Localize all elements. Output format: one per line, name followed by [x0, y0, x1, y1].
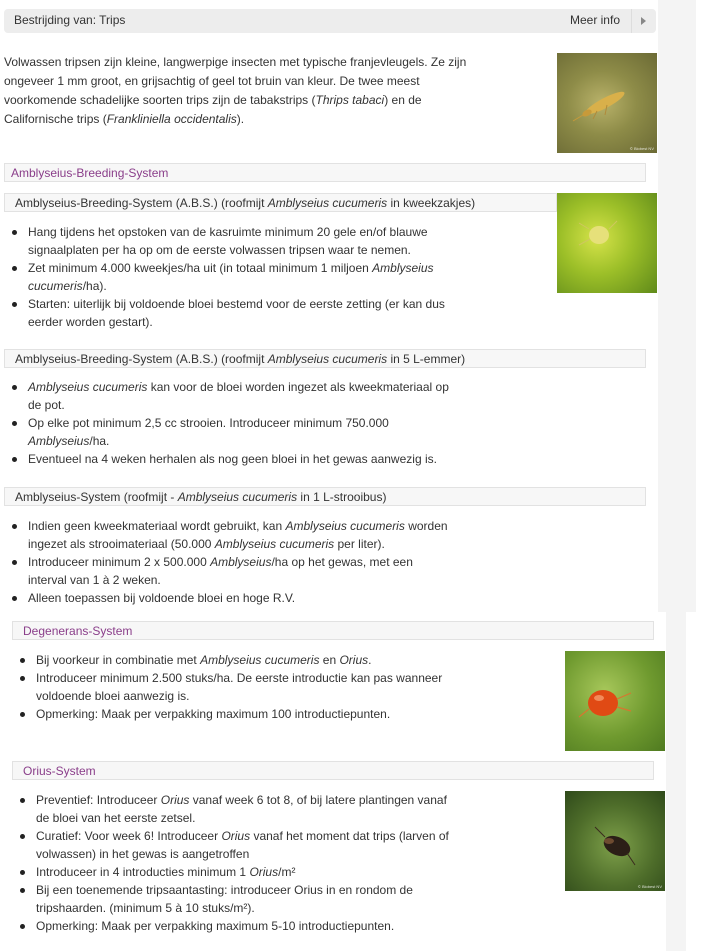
list-orius: [12, 791, 462, 935]
right-gutter-lower: [666, 612, 686, 951]
list-item: Curatief: Voor week 6! Introduceer Orius vanaf het moment dat trips (larven of volwassen) in het gewas is aangetroffen: [12, 827, 462, 863]
list-abs-kweekzakjes: [4, 223, 464, 331]
list-amblyseius-strooibus: [4, 517, 452, 607]
more-info-button[interactable]: [631, 9, 656, 33]
red-mite-photo: [565, 651, 665, 751]
section-amblyseius-breeding-system[interactable]: Amblyseius-Breeding-System: [4, 163, 646, 182]
orius-bug-icon: [565, 791, 665, 891]
orius-photo: © Biobest NV: [565, 791, 665, 891]
list-item: Bij een toenemende tripsaantasting: introduceer Orius in en rondom de tripshaarden. (minimum 5 à 10 stuks/m²).: [12, 881, 462, 917]
section-orius-system[interactable]: Orius-System: [12, 761, 654, 780]
chevron-right-icon: [641, 17, 646, 25]
subsection-abs-kweekzakjes: Amblyseius-Breeding-System (A.B.S.) (roofmijt Amblyseius cucumeris in kweekzakjes): [4, 193, 557, 212]
subsection-abs-emmer: Amblyseius-Breeding-System (A.B.S.) (roofmijt Amblyseius cucumeris in 5 L-emmer): [4, 349, 646, 368]
intro-text: Volwassen tripsen zijn kleine, langwerpige insecten met typische franjevleugels. Ze zijn ongeveer 1 mm groot, en grijsachtig of geel tot bruin van kleur. De twee meest voorkomende schadelijke soorten trips zijn de tabakstrips (Thrips tabaci) en de Californische trips (Frankliniella occidentalis).: [4, 55, 467, 126]
thrips-photo: © Biobest NV: [557, 53, 657, 153]
list-item: Bij voorkeur in combinatie met Amblyseius cucumeris en Orius.: [12, 651, 462, 669]
list-item: Op elke pot minimum 2,5 cc strooien. Introduceer minimum 750.000 Amblyseius/ha.: [4, 414, 454, 450]
right-gutter: [658, 0, 696, 612]
list-item: Amblyseius cucumeris kan voor de bloei worden ingezet als kweekmateriaal op de pot.: [4, 378, 454, 414]
list-degenerans: [12, 651, 462, 723]
list-abs-emmer: [4, 378, 454, 468]
pest-header-bar: [4, 9, 656, 33]
list-item: Introduceer minimum 2.500 stuks/ha. De eerste introductie kan pas wanneer voldoende bloei aanwezig is.: [12, 669, 462, 705]
more-info-link[interactable]: Meer info: [569, 13, 620, 27]
section-degenerans-system[interactable]: Degenerans-System: [12, 621, 654, 640]
list-item: Opmerking: Maak per verpakking maximum 100 introductiepunten.: [12, 705, 462, 723]
list-item: Introduceer minimum 2 x 500.000 Amblyseius/ha op het gewas, met een interval van 1 à 2 weken.: [4, 553, 452, 589]
thrips-icon: [557, 53, 657, 153]
list-item: Alleen toepassen bij voldoende bloei en hoge R.V.: [4, 589, 452, 607]
list-item: Starten: uiterlijk bij voldoende bloei bestemd voor de eerste zetting (er kan dus eerder worden gestart).: [4, 295, 464, 331]
list-item: Eventueel na 4 weken herhalen als nog geen bloei in het gewas aanwezig is.: [4, 450, 454, 468]
subsection-amblyseius-strooibus: Amblyseius-System (roofmijt - Amblyseius cucumeris in 1 L-strooibus): [4, 487, 646, 506]
mite-icon: [557, 193, 657, 293]
list-item: Hang tijdens het opstoken van de kasruimte minimum 20 gele en/of blauwe signaalplaten per ha op om de eerste volwassen tripsen waar te nemen.: [4, 223, 464, 259]
list-item: Preventief: Introduceer Orius vanaf week 6 tot 8, of bij latere plantingen vanaf de bloei van het eerste zetsel.: [12, 791, 462, 827]
list-item: Indien geen kweekmateriaal wordt gebruikt, kan Amblyseius cucumeris worden ingezet als strooimateriaal (50.000 Amblyseius cucumeris per liter).: [4, 517, 452, 553]
list-item: Opmerking: Maak per verpakking maximum 5-10 introductiepunten.: [12, 917, 462, 935]
list-item: Introduceer in 4 introducties minimum 1 Orius/m²: [12, 863, 462, 881]
pest-title: Bestrijding van: Trips: [14, 13, 126, 27]
list-item: Zet minimum 4.000 kweekjes/ha uit (in totaal minimum 1 miljoen Amblyseius cucumeris/ha).: [4, 259, 464, 295]
red-mite-icon: [565, 651, 665, 751]
mite-photo: [557, 193, 657, 293]
